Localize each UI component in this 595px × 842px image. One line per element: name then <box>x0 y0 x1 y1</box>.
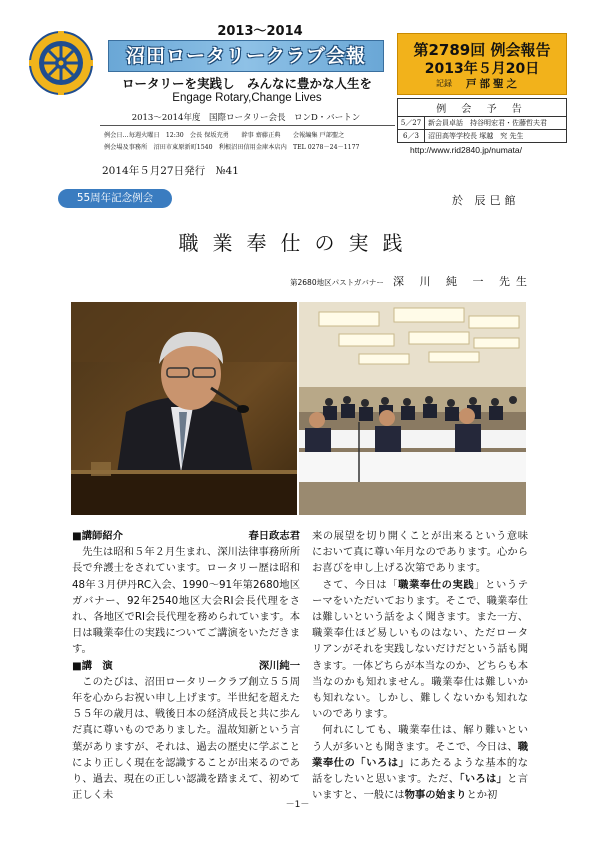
lecture-heading: ■講 演 <box>72 659 113 672</box>
text-segment: さて、今日は「 <box>322 578 399 591</box>
speaker-name: 深 川 純 一 先生 <box>392 275 533 288</box>
meeting-date: 2013年５月20日 <box>424 61 540 77</box>
lecture-speaker: 深川純一 <box>258 659 300 672</box>
intro-section-heading <box>72 528 300 544</box>
schedule-text: 沼田高等学校長 塚越 究 先生 <box>428 132 524 140</box>
lecture-paragraph-continued: 来の展望を切り開くことが出来るという意味において真に尊い年月なのであります。心からお喜びを申し上げる次第であります。 <box>312 530 528 575</box>
intro-heading: ■講師紹介 <box>72 530 123 542</box>
schedule-date: 6／3 <box>398 130 425 142</box>
emphasis-text: 物事の始まり <box>404 789 467 802</box>
club-years: 2013～2014 <box>217 24 303 39</box>
meeting-schedule <box>397 98 567 143</box>
schedule-text: 新会員卓話 持谷明宏君・佐藤哲夫君 <box>428 119 547 127</box>
article-column-left <box>72 528 300 803</box>
speaker-credit <box>290 270 533 289</box>
club-info-line-1: 例会日…毎週火曜日 12:30 会長 保坂充勇 幹事 齋藤正典 会報編集 戸部聖之 <box>104 132 345 139</box>
lecture-paragraph: このたびは、沼田ロータリークラブ創立５５周年を心からお祝い申し上げます。半世紀を超えた５５年の歳月は、戦後日本の経済成長と共に歩んだ真に尊いものでありました。温故知新という言葉がありますが、それは、過去の歴史に学ぶことにより正しく現在を認識することが出来るのであり、過去、現在の正しい認識を踏まえて、初めて正しく未 <box>72 675 300 802</box>
rotary-wheel-logo <box>28 30 94 96</box>
header-divider <box>100 125 395 126</box>
schedule-item <box>398 130 566 142</box>
schedule-item <box>398 117 566 130</box>
text-segment: と言いますと、一般には <box>312 773 528 802</box>
text-segment: 何れにしても、職業奉仕は、解り難いという人が多いとも聞きます。そこで、今日は、 <box>312 724 528 753</box>
theme-paragraph <box>312 577 528 723</box>
emphasis-text: 「いろは」 <box>459 773 508 786</box>
schedule-title: 例 会 予 告 <box>398 99 566 117</box>
ri-president-line: 2013～2014年度 国際ロータリー会長 ロンD・バートン <box>131 113 361 123</box>
article-title: 職業奉仕の実践 <box>178 231 417 255</box>
emphasis-text: 職業奉仕の実践 <box>398 578 475 591</box>
text-segment: 」というテーマをいただいております。そこで、職業奉仕は難しいという話をよく聞きます。また一方、職業奉仕ほど易しいものはない、ただロータリアンがそれを実践しないだけだという話も聞きます。一体どちらが本当なのか、どちらも本当なのかも知れません。職業奉仕は難しいかも知れない。しかし、難しくないかも知れないのであります。 <box>312 578 529 721</box>
venue: 於 辰巳館 <box>452 194 520 207</box>
audience-photo <box>299 302 526 515</box>
club-website-url: http://www.rid2840.jp/numata/ <box>410 145 522 155</box>
issue-date-number: 2014年５月27日発行 №41 <box>102 165 239 177</box>
emphasis-text: 職業奉仕の「いろは」 <box>312 740 528 769</box>
club-info-line-2: 例会場及事務所 沼田市東原新町1540 利根沼田信用金庫本店内 TEL 0278－24－1177 <box>104 144 360 151</box>
article-column-right <box>312 528 528 803</box>
theme-english: Engage Rotary,Change Lives <box>172 92 322 104</box>
recorder-label: 記録 <box>436 79 452 88</box>
page-number: －1－ <box>285 800 310 810</box>
intro-presenter: 春日政志君 <box>248 530 300 542</box>
speaker-photo <box>71 302 297 515</box>
schedule-date: 5／27 <box>398 117 425 129</box>
text-segment: とか初 <box>466 789 498 802</box>
recorder-name: 戸部聖之 <box>466 78 520 90</box>
lecture-section-heading <box>72 658 300 674</box>
text-segment: にあたるような基本的な話をしたいと思います。ただ、 <box>312 756 529 786</box>
speaker-role: 第2680地区パストガバナー <box>290 278 384 287</box>
basics-paragraph <box>312 722 528 803</box>
meeting-report-box <box>397 33 567 95</box>
club-name-banner: 沼田ロータリークラブ会報 <box>108 40 384 72</box>
event-tag: 55周年記念例会 <box>58 189 172 208</box>
meeting-number: 第2789回 例会報告 <box>413 41 551 59</box>
theme-japanese: ロータリーを実践し みんなに豊かな人生を <box>121 76 372 91</box>
intro-paragraph: 先生は昭和５年２月生まれ、深川法律事務所所長で弁護士をされています。ロータリー歴は昭和48年３月伊丹RC入会、1990～91年第2680地区ガバナー、92年2540地区大会RI会長代理をされ、各地区でRI会長代理を務められています。本日は職業奉仕の実践についてご講演をいただきます。 <box>72 546 300 656</box>
